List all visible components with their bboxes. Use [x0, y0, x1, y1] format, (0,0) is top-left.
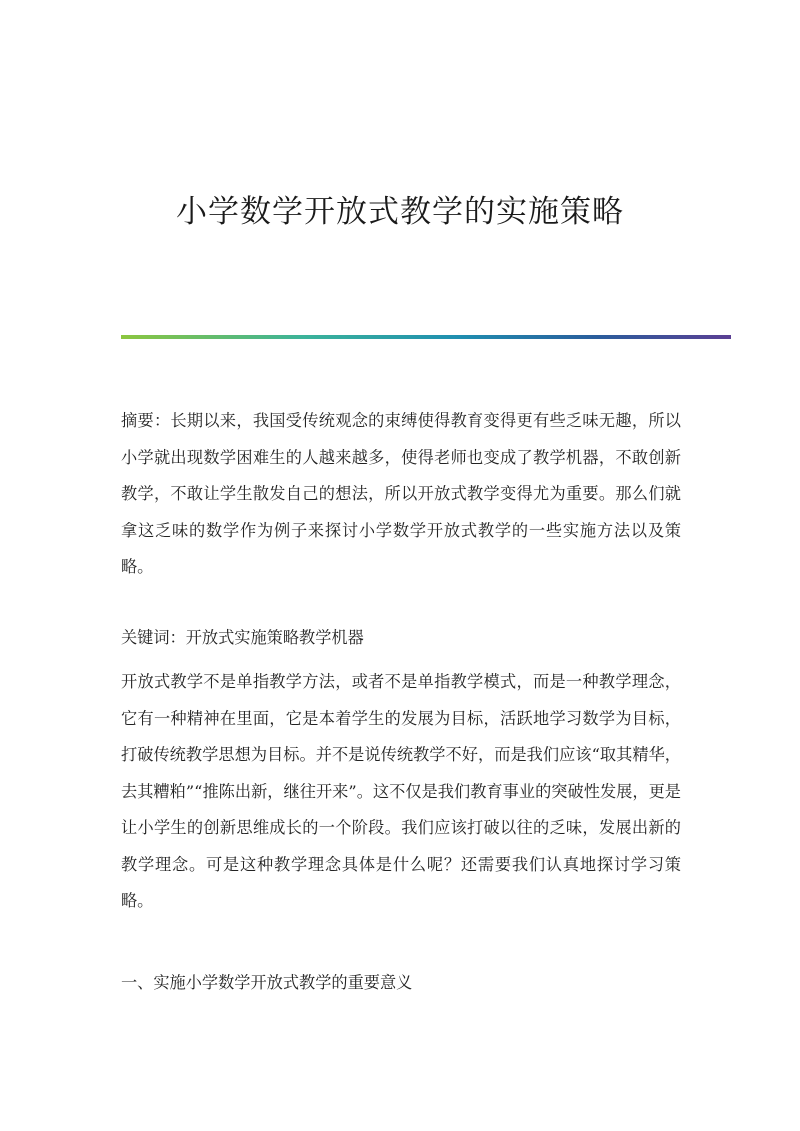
intro-section: [121, 664, 681, 920]
abstract-section: [121, 403, 681, 586]
intro-paragraph: 开放式教学不是单指教学方法，或者不是单指教学模式，而是一种教学理念，它有一种精神在里面，它是本着学生的发展为目标，活跃地学习数学为目标，打破传统教学思想为目标。并不是说传统教学不好，而是我们应该“取其精华，去其糟粕”“推陈出新，继往开来”。这不仅是我们教育事业的突破性发展，更是让小学生的创新思维成长的一个阶段。我们应该打破以往的乏味，发展出新的教学理念。可是这种教学理念具体是什么呢？还需要我们认真地探讨学习策略。: [121, 672, 681, 910]
section-heading-1: [121, 965, 681, 1002]
abstract-paragraph: 摘要：长期以来，我国受传统观念的束缚使得教育变得更有些乏味无趣，所以小学就出现数学困难生的人越来越多，使得老师也变成了教学机器，不敢创新教学，不敢让学生散发自己的想法，所以开放式教学变得尤为重要。那么们就拿这乏味的数学作为例子来探讨小学数学开放式教学的一些实施方法以及策略。: [121, 411, 681, 576]
title-divider: [121, 335, 731, 339]
document-title: 小学数学开放式教学的实施策略: [176, 194, 624, 230]
keywords-section: [121, 620, 681, 657]
section-heading-text: 一、实施小学数学开放式教学的重要意义: [121, 973, 413, 992]
keywords-line: 关键词：开放式实施策略教学机器: [121, 628, 364, 647]
